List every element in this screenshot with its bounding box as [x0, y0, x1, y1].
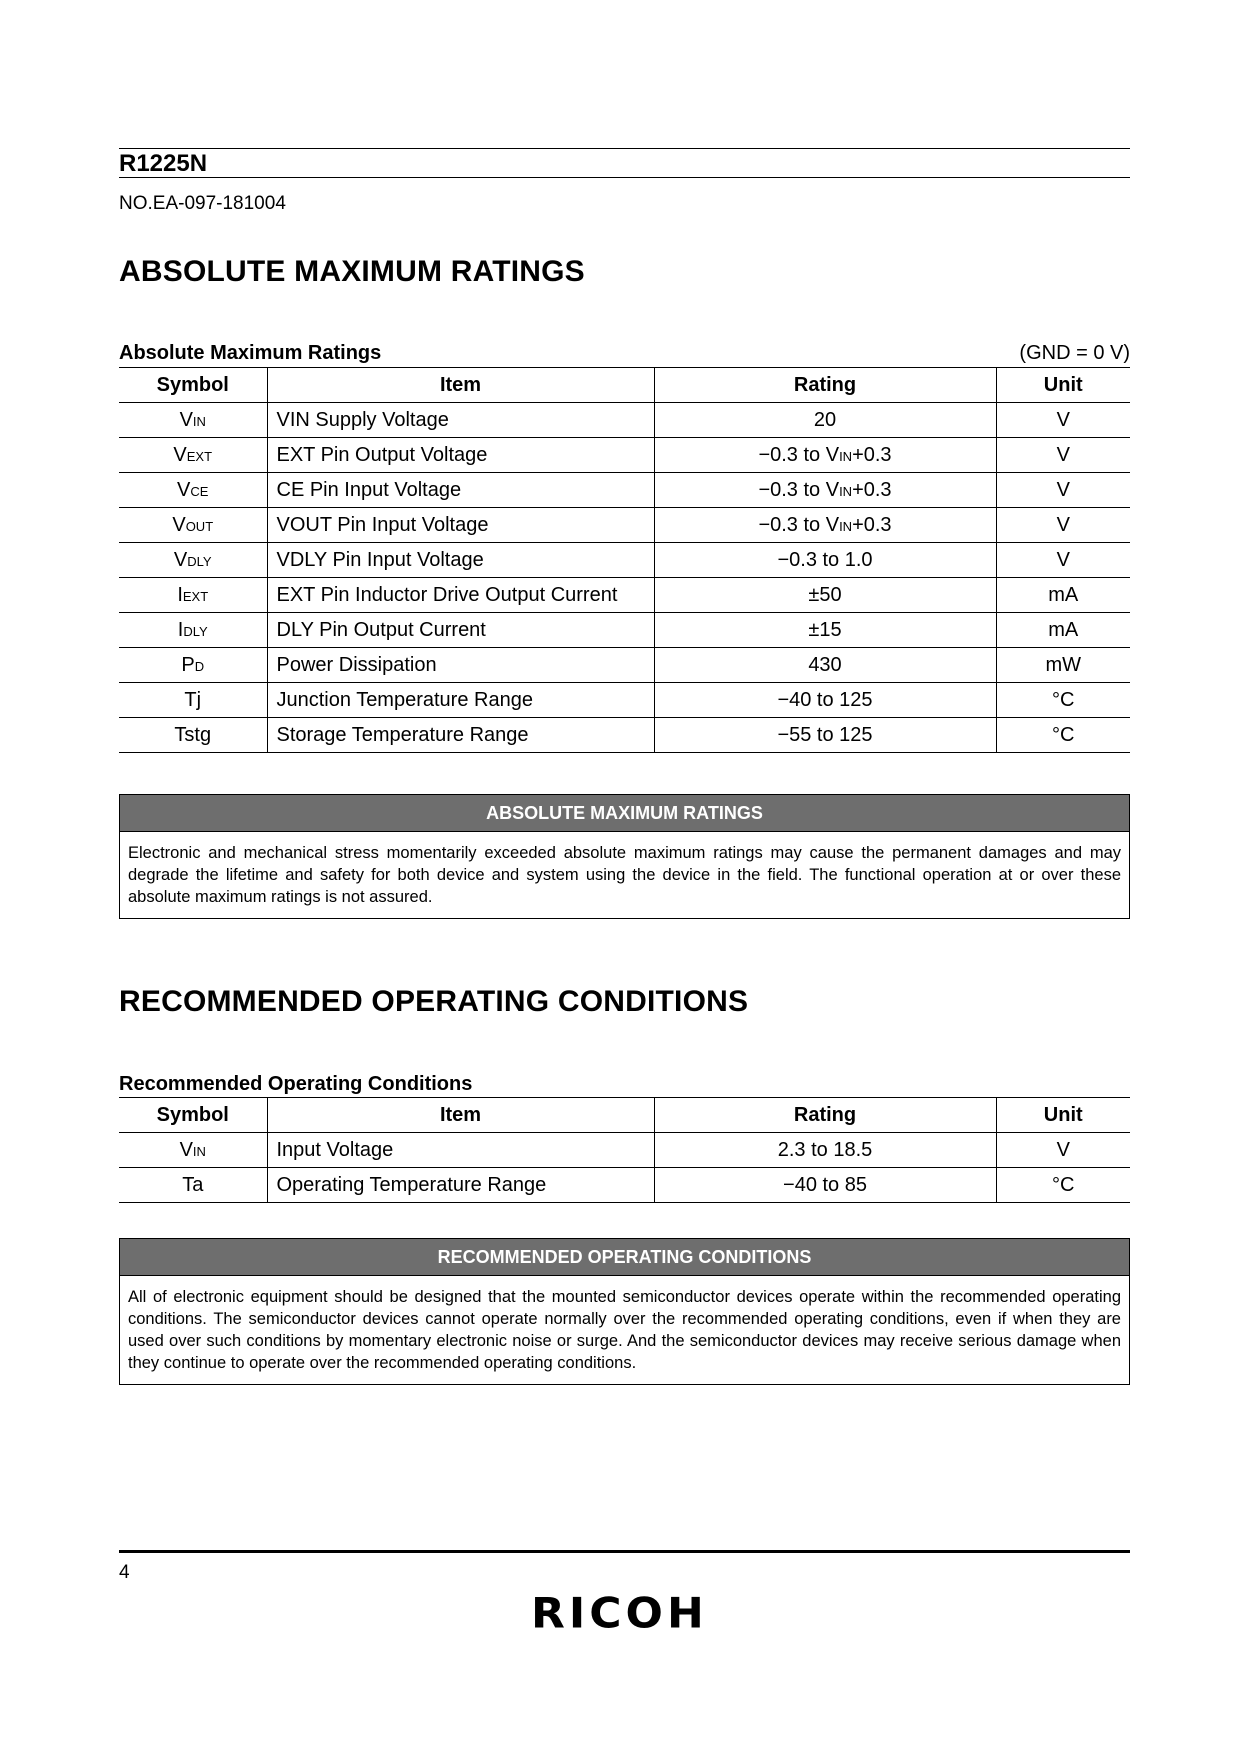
- unit-cell: V: [996, 508, 1130, 543]
- rating-value: 20: [813, 408, 837, 431]
- symbol-main: Tstg: [174, 723, 212, 746]
- symbol-subscript: OUT: [185, 518, 214, 534]
- section-title-recommended-operating-conditions: RECOMMENDED OPERATING CONDITIONS: [119, 985, 749, 1018]
- symbol-main: V: [173, 548, 188, 571]
- item-cell: Junction Temperature Range: [267, 683, 654, 718]
- table-row: [119, 473, 1130, 508]
- roc-notice-text: All of electronic equipment should be designed that the mounted semiconductor devices operate within the recommended operating conditions. The semiconductor devices cannot operate normally over the recommended operating conditions, even if when they are used over such conditions by momentary electronic noise or surge. And the semiconductor devices may receive serious damage when they continue to operate over the recommended operating conditions.: [128, 1288, 1121, 1372]
- table-row: [119, 543, 1130, 578]
- symbol-cell: [119, 543, 267, 578]
- symbol-main: V: [173, 443, 187, 466]
- rating-value: −0.3 to V: [758, 513, 840, 536]
- rating-tail: +0.3: [852, 513, 892, 536]
- item-cell: Power Dissipation: [267, 648, 654, 683]
- table-row: [119, 403, 1130, 438]
- document-number: NO.EA-097-181004: [119, 193, 286, 214]
- symbol-main: I: [177, 583, 183, 606]
- symbol-main: V: [179, 1138, 193, 1161]
- table-row: [119, 718, 1130, 753]
- table-row: [119, 1133, 1130, 1168]
- rating-cell: [654, 578, 996, 613]
- rating-value: −0.3 to V: [758, 478, 840, 501]
- rating-cell: [654, 438, 996, 473]
- rating-cell: [654, 718, 996, 753]
- symbol-subscript: DLY: [183, 623, 208, 639]
- table-row: [119, 683, 1130, 718]
- amr-table-caption: [119, 342, 1130, 365]
- section-title-absolute-maximum-ratings: ABSOLUTE MAXIMUM RATINGS: [119, 255, 585, 288]
- item-cell: VDLY Pin Input Voltage: [267, 543, 654, 578]
- page-number: 4: [119, 1562, 130, 1583]
- rating-subscript: IN: [839, 483, 853, 499]
- footer-rule: [119, 1550, 1130, 1553]
- symbol-cell: [119, 578, 267, 613]
- rating-subscript: IN: [839, 518, 853, 534]
- roc-caption-label: Recommended Operating Conditions: [119, 1073, 473, 1095]
- item-cell: Input Voltage: [267, 1133, 654, 1168]
- rating-subscript: IN: [839, 448, 853, 464]
- amr-notice-text: Electronic and mechanical stress momentarily exceeded absolute maximum ratings may cause the permanent damages and may degrade the lifetime and safety for both device and system using the device in the field. The functional operation at or over these absolute maximum ratings is not assured.: [128, 844, 1121, 906]
- symbol-main: V: [172, 513, 186, 536]
- symbol-cell: [119, 1168, 267, 1203]
- symbol-subscript: DLY: [187, 553, 212, 569]
- symbol-cell: [119, 438, 267, 473]
- header-rule-bottom: [119, 177, 1130, 178]
- item-cell: CE Pin Input Voltage: [267, 473, 654, 508]
- symbol-main: V: [177, 478, 191, 501]
- symbol-cell: [119, 508, 267, 543]
- column-header-symbol: Symbol: [119, 1098, 267, 1133]
- symbol-cell: [119, 648, 267, 683]
- item-cell: EXT Pin Output Voltage: [267, 438, 654, 473]
- rating-value: −0.3 to 1.0: [777, 548, 873, 571]
- rating-cell: [654, 648, 996, 683]
- rating-cell: [654, 508, 996, 543]
- table-row: [119, 578, 1130, 613]
- symbol-main: Tj: [184, 688, 202, 711]
- header-rule-top: [119, 148, 1130, 149]
- table-row: [119, 508, 1130, 543]
- rating-value: ±50: [808, 583, 842, 606]
- unit-cell: mA: [996, 613, 1130, 648]
- item-cell: VIN Supply Voltage: [267, 403, 654, 438]
- item-cell: Operating Temperature Range: [267, 1168, 654, 1203]
- table-row: [119, 648, 1130, 683]
- rating-cell: [654, 683, 996, 718]
- symbol-cell: [119, 718, 267, 753]
- column-header-item: Item: [267, 368, 654, 403]
- amr-caption-label: Absolute Maximum Ratings: [119, 342, 382, 364]
- symbol-main: V: [179, 408, 193, 431]
- symbol-main: Ta: [182, 1173, 204, 1196]
- unit-cell: V: [996, 403, 1130, 438]
- rating-cell: [654, 473, 996, 508]
- symbol-cell: [119, 473, 267, 508]
- column-header-item: Item: [267, 1098, 654, 1133]
- absolute-maximum-ratings-table: [119, 367, 1130, 753]
- ricoh-logo: RICOH: [531, 1589, 708, 1638]
- symbol-main: I: [177, 618, 184, 641]
- symbol-cell: [119, 613, 267, 648]
- column-header-rating: Rating: [654, 368, 996, 403]
- rating-value: 430: [808, 653, 842, 676]
- rating-value: 2.3 to 18.5: [777, 1138, 873, 1161]
- symbol-cell: [119, 683, 267, 718]
- symbol-main: P: [181, 653, 195, 676]
- rating-cell: [654, 1133, 996, 1168]
- amr-caption-condition: (GND = 0 V): [1019, 342, 1130, 364]
- item-cell: Storage Temperature Range: [267, 718, 654, 753]
- symbol-subscript: D: [194, 658, 205, 674]
- column-header-unit: Unit: [996, 368, 1130, 403]
- rating-value: ±15: [808, 618, 842, 641]
- recommended-operating-conditions-table: [119, 1097, 1130, 1203]
- table-row: [119, 613, 1130, 648]
- column-header-unit: Unit: [996, 1098, 1130, 1133]
- unit-cell: V: [996, 438, 1130, 473]
- roc-notice-title: RECOMMENDED OPERATING CONDITIONS: [120, 1239, 1129, 1276]
- rating-tail: +0.3: [852, 478, 892, 501]
- rating-cell: [654, 1168, 996, 1203]
- rating-cell: [654, 543, 996, 578]
- unit-cell: V: [996, 473, 1130, 508]
- unit-cell: °C: [996, 683, 1130, 718]
- item-cell: EXT Pin Inductor Drive Output Current: [267, 578, 654, 613]
- symbol-subscript: IN: [192, 1143, 206, 1159]
- document-part-number: R1225N: [119, 150, 208, 177]
- rating-value: −40 to 85: [783, 1173, 867, 1196]
- table-row: [119, 438, 1130, 473]
- item-cell: VOUT Pin Input Voltage: [267, 508, 654, 543]
- unit-cell: V: [996, 1133, 1130, 1168]
- amr-notice-title: ABSOLUTE MAXIMUM RATINGS: [120, 795, 1129, 832]
- table-header-row: [119, 1098, 1130, 1133]
- unit-cell: mW: [996, 648, 1130, 683]
- column-header-rating: Rating: [654, 1098, 996, 1133]
- rating-cell: [654, 613, 996, 648]
- roc-table-caption: [119, 1073, 1130, 1096]
- rating-value: −40 to 125: [777, 688, 873, 711]
- table-row: [119, 1168, 1130, 1203]
- rating-value: −55 to 125: [777, 723, 873, 746]
- rating-value: −0.3 to V: [758, 443, 840, 466]
- unit-cell: V: [996, 543, 1130, 578]
- rating-cell: [654, 403, 996, 438]
- symbol-subscript: EXT: [182, 588, 209, 604]
- table-header-row: [119, 368, 1130, 403]
- symbol-subscript: EXT: [186, 448, 213, 464]
- symbol-cell: [119, 1133, 267, 1168]
- column-header-symbol: Symbol: [119, 368, 267, 403]
- item-cell: DLY Pin Output Current: [267, 613, 654, 648]
- symbol-cell: [119, 403, 267, 438]
- rating-tail: +0.3: [852, 443, 892, 466]
- unit-cell: °C: [996, 1168, 1130, 1203]
- amr-notice-box: [119, 794, 1130, 919]
- symbol-subscript: IN: [192, 413, 206, 429]
- roc-notice-box: [119, 1238, 1130, 1385]
- unit-cell: mA: [996, 578, 1130, 613]
- symbol-subscript: CE: [190, 483, 209, 499]
- unit-cell: °C: [996, 718, 1130, 753]
